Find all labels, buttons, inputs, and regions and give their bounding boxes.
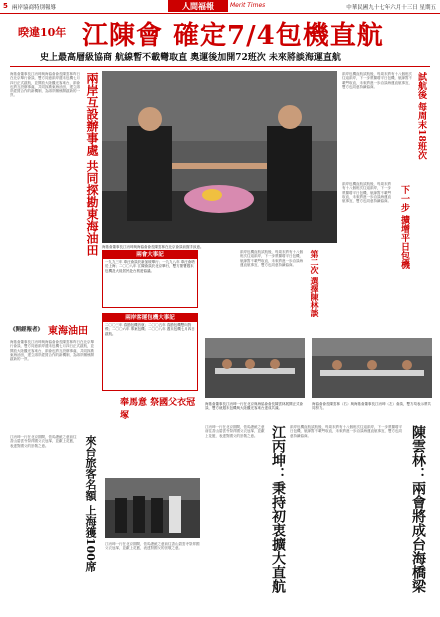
box1-text: 一九九三年 辜汪會談於新加坡舉行；一九九八年 辜汪會晤於上海；二〇〇八年 江陳會談於北京舉行，雙方簽署週末包機及大陸居民赴台旅遊協議。 xyxy=(105,260,195,273)
right-column-title-3: 第二次 選擇陳林談 xyxy=(310,250,320,317)
bottom-photo-image xyxy=(105,478,200,538)
box2-text: 二〇〇三年 春節包機首航；二〇〇五年 春節包機雙向對飛；二〇〇六年 專案包機；二〇〇八年 週末包機七月四日啟航。 xyxy=(105,323,195,336)
left-column-text-2: 海基會董事長江丙坤與海協會會長陳雲林昨日在北京舉行會談，雙方同意兩岸週末包機七月四日正式啟航，並開放大陸觀光客來台，兩會也將互設辦事處，共同探勘東海油田，建立兩岸經貿合作的新機制，為兩岸關係開啟新的一頁。 xyxy=(10,340,94,362)
section-name: 兩岸協商特別報導 xyxy=(12,5,57,11)
right-column-text-2: 兩岸包機直航試航後，每周末將有十八個班次往返兩岸，下一步將擴增平日包機，航線暫不載彎取直，未來將進一步洽談海運直航事宜，雙方也同意持續協商。 xyxy=(342,182,391,204)
mid-left-photo-caption: 海基會董事長江丙坤一行在北京與海協會會長陳雲林展開正式會談，雙方就週末包機與大陸觀光客來台達成共識。 xyxy=(205,402,303,411)
box2 xyxy=(102,313,198,391)
left-column-text: 海基會董事長江丙坤與海協會會長陳雲林昨日在北京舉行會談，雙方同意兩岸週末包機七月四日正式啟航，並開放大陸觀光客來台，兩會也將互設辦事處，共同探勘東海油田，建立兩岸經貿合作的新機制，為兩岸關係開啟新的一頁。 xyxy=(10,72,80,98)
main-subhead: 史上最高層級協商 航線暫不載彎取直 奧運後加開72班次 未來將談海運直航 xyxy=(40,53,341,63)
page-number: 5 xyxy=(3,2,8,10)
right-column-title: 試航後 每周末18班次 xyxy=(416,72,426,160)
main-photo-caption: 海基會董事長江丙坤與海協會會長陳雲林在北京會談前握手致意。 xyxy=(102,245,204,249)
issue-date: 中華民國九十七年六月十三日 星期五 xyxy=(346,5,436,11)
bottom-right-text: 兩岸包機直航試航後，每周末將有十八個班次往返兩岸，下一步將擴增平日包機，航線暫不載彎取直，未來將進一步洽談海運直航事宜，雙方也同意持續協商。 xyxy=(290,425,402,438)
mid-left-photo xyxy=(205,338,305,398)
right-column-text-3: 兩岸包機直航試航後，每周末將有十八個班次往返兩岸，下一步將擴增平日包機，航線暫不載彎取直，未來將進一步洽談海運直航事宜，雙方也同意持續協商。 xyxy=(240,250,303,267)
oilfield-kicker-text: 東海油田 xyxy=(48,326,88,337)
shanghai-quota-title: 來台旅客名額 上海獲100席 xyxy=(84,435,97,572)
mid-right-photo xyxy=(312,338,432,398)
left-column-title: 兩岸互設辦事處 共同探勘東海油田 xyxy=(85,72,99,257)
chiang-pin-kung-title: 江丙坤：秉持初衷擴大直航 xyxy=(270,425,286,593)
main-headline: 江陳會 確定7/4包機直航 xyxy=(82,21,384,51)
chen-yunlin-title: 陳雲林：兩會將成台海橋梁 xyxy=(410,425,426,593)
headline-rule xyxy=(10,66,430,67)
mid-right-photo-caption: 海協會會長陳雲林（右）與海基會董事長江丙坤（左）會談，雙方均表示將共同努力。 xyxy=(312,402,431,411)
box1-title: 兩會大事記 xyxy=(103,251,197,259)
oilfield-kicker-label: 《開經報者》 xyxy=(10,327,44,333)
main-photo-image xyxy=(102,71,337,243)
bottom-story-title: 奉馬意 祭國父衣冠塚 xyxy=(120,398,196,421)
newspaper-logo-en: Merit Times xyxy=(230,2,266,9)
headline-kicker: 暌違10年 xyxy=(18,26,67,39)
box2-title: 兩岸客運包機大事記 xyxy=(103,314,197,322)
newspaper-logo: 人間福報 xyxy=(168,0,228,12)
bottom-mid-text: 江丙坤一行在北京期間，依馬總統之意前往香山碧雲寺祭拜國父衣冠塚，並獻上花籃，表達對國父的崇敬之意。 xyxy=(205,425,265,438)
bottom-photo xyxy=(105,478,200,538)
mid-right-photo-image xyxy=(312,338,432,398)
box1 xyxy=(102,250,198,308)
main-photo xyxy=(102,71,337,243)
bottom-photo-text: 江丙坤一行在北京期間，依馬總統之意前往香山碧雲寺祭拜國父衣冠塚，並獻上花籃，表達對國父的崇敬之意。 xyxy=(105,542,200,551)
mid-left-photo-image xyxy=(205,338,305,398)
right-column-text: 兩岸包機直航試航後，每周末將有十八個班次往返兩岸，下一步將擴增平日包機，航線暫不載彎取直，未來將進一步洽談海運直航事宜，雙方也同意持續協商。 xyxy=(342,72,412,89)
right-column-title-2: 下一步 擴增平日包機 xyxy=(399,185,409,270)
bottom-left-text: 江丙坤一行在北京期間，依馬總統之意前往香山碧雲寺祭拜國父衣冠塚，並獻上花籃，表達對國父的崇敬之意。 xyxy=(10,435,77,448)
